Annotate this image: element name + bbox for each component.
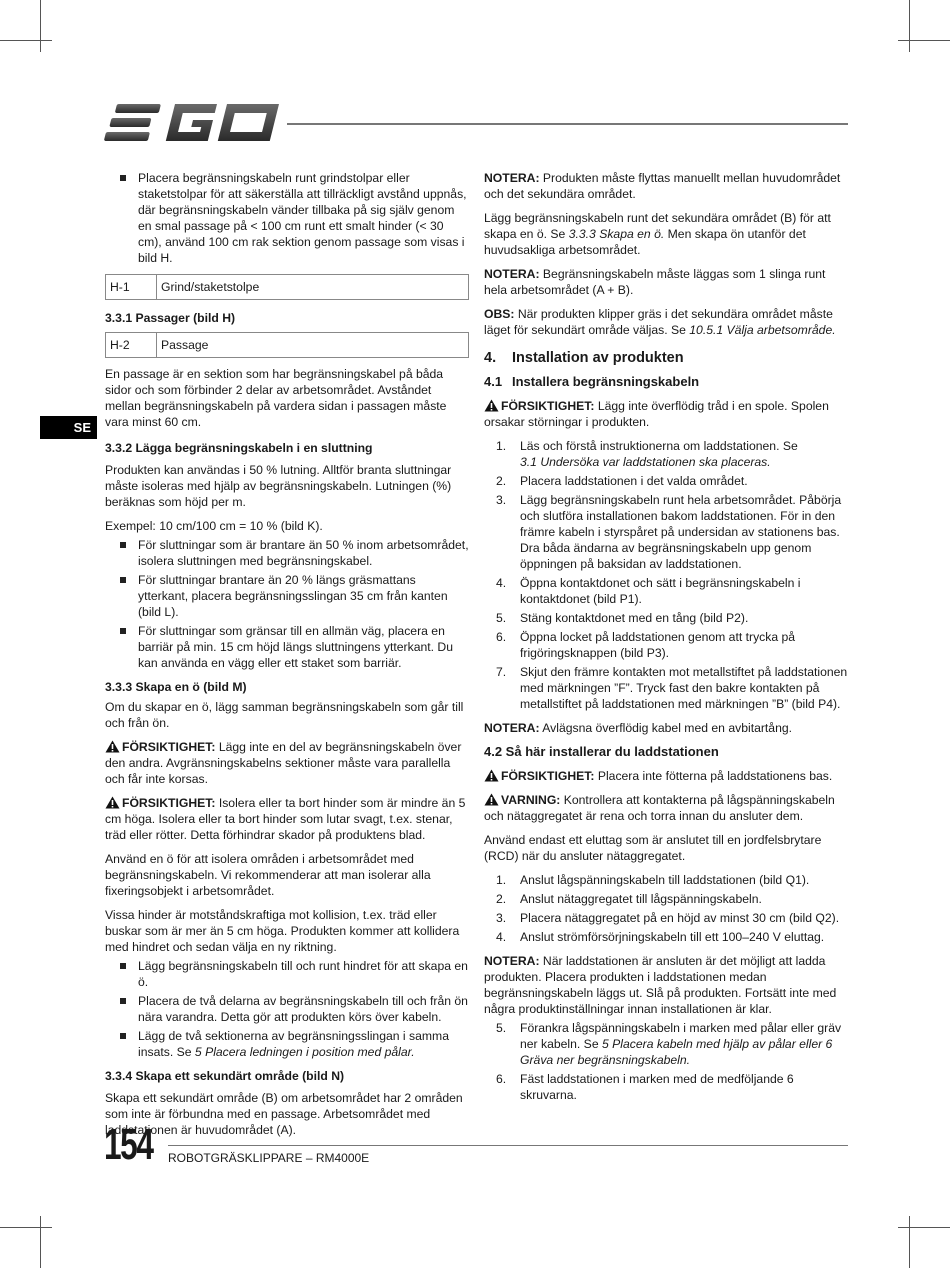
note [484, 953, 848, 1017]
warning-icon [484, 399, 499, 412]
step-number: 2. [496, 892, 507, 906]
warning-icon [105, 796, 120, 809]
caution-text: Isolera eller ta bort hinder som är mindre än 5 cm höga. Isolera eller ta bort hinder som lutar svagt, t.ex. stenar, träd eller rötter. Detta förhindrar skador på produktens blad. [105, 796, 466, 842]
step-number: 5. [496, 1021, 507, 1035]
section-heading: 4.2 Så här installerar du laddstationen [484, 744, 719, 759]
list-item: För sluttningar som gränsar till en allmän väg, placera en barriär på min. 15 cm höjd längs sluttningens ytterkant. Du kan använda en vägg eller ett staket som barriär. [105, 623, 469, 671]
legend-table [105, 274, 469, 300]
paragraph: Skapa ett sekundärt område (B) om arbetsområdet har 2 områden som inte är förbundna med en passage. Arbetsområdet med laddstationen är huvudområdet (A). [105, 1091, 463, 1137]
paragraph: Om du skapar en ö, lägg samman begränsningskabeln som går till och från ön. [105, 700, 464, 730]
list-item [484, 1020, 848, 1068]
step-text: Anslut nätaggregatet till lågspänningskabeln. [520, 892, 762, 906]
step-text: Placera nätaggregatet på en höjd av minst 30 cm (bild Q2). [520, 911, 840, 925]
caution-note [484, 768, 848, 784]
list-item [484, 929, 848, 945]
bullet-list [105, 958, 469, 1060]
ego-logo [104, 100, 279, 146]
paragraph [484, 210, 848, 258]
note [484, 170, 848, 202]
crop-mark [898, 1227, 950, 1228]
paragraph: Använd en ö för att isolera områden i arbetsområdet med begränsningskabeln. Vi rekommenderar att man isolerar alla fixeringsobjekt i arbetsområdet. [105, 852, 431, 898]
step-text: Öppna kontaktdonet och sätt i begränsningskabeln i kontaktdonet (bild P1). [520, 576, 801, 606]
warning-icon [105, 740, 120, 753]
legend-key: H-2 [106, 333, 157, 358]
crop-mark [909, 0, 910, 52]
caution-label: FÖRSIKTIGHET: [122, 796, 216, 810]
note-label: NOTERA: [484, 721, 540, 735]
cross-reference: 5 Placera ledningen i position med pålar. [194, 1045, 415, 1059]
note-label: NOTERA: [484, 954, 540, 968]
list-item [484, 629, 848, 661]
legend-value: Passage [157, 333, 469, 358]
warning-note [484, 792, 848, 824]
caution-text: Placera inte fötterna på laddstationens bas. [594, 769, 833, 783]
cross-reference: 5 Placera kabeln med hjälp av pålar eller 6 Gräva ner begränsningskabeln. [520, 1037, 833, 1067]
list-item [484, 872, 848, 888]
warning-icon [484, 769, 499, 782]
caution-note [105, 739, 469, 787]
crop-mark [40, 1216, 41, 1268]
list-item-text: Lägg de två sektionerna av begränsningsslingan i samma insats. Se [138, 1029, 449, 1059]
step-text: Anslut strömförsörjningskabeln till ett 100–240 V eluttag. [520, 930, 825, 944]
language-tab: SE [40, 416, 97, 439]
note-label: OBS: [484, 307, 515, 321]
numbered-list [484, 872, 848, 945]
step-number: 3. [496, 911, 507, 925]
step-text: Öppna locket på laddstationen genom att trycka på frigöringsknappen (bild P3). [520, 630, 796, 660]
paragraph: Exempel: 10 cm/100 cm = 10 % (bild K). [105, 519, 323, 533]
warning-text: Kontrollera att kontakterna på lågspänningskabeln och nätaggregatet är rena och torra innan du ansluter dem. [484, 793, 835, 823]
step-text: Skjut den främre kontakten mot metallstiftet på laddstationen med märkningen ”F”. Tryck fast den bakre kontakten på metallstiftet på laddstationen med märkningen ”B” (bild P4). [520, 665, 848, 711]
crop-mark [0, 40, 52, 41]
section-heading: 3.3.1 Passager (bild H) [105, 311, 236, 325]
step-text: Lägg begränsningskabeln runt hela arbetsområdet. Påbörja och slutföra installationen bakom laddstationen. För in den främre kabeln i styrspåret på undersidan av stationens bas. Dra båda ändarna av begränsningskabeln upp genom öppningen på baksidan av laddstationen. [520, 493, 842, 571]
note-text: Avlägsna överflödig kabel med en avbitartång. [539, 721, 793, 735]
cross-reference: 3.3.3 Skapa en ö. [568, 227, 665, 241]
paragraph: Använd endast ett eluttag som är anslutet till en jordfelsbrytare (RCD) när du ansluter nätaggregatet. [484, 833, 822, 863]
section-heading: 3.3.3 Skapa en ö (bild M) [105, 680, 247, 694]
step-number: 2. [496, 474, 507, 488]
paragraph: Vissa hinder är motståndskraftiga mot kollision, t.ex. träd eller buskar som är mer än 5 cm höga. Produkten kommer att kollidera med hindret och sedan välja en ny riktning. [105, 908, 460, 954]
list-item [484, 891, 848, 907]
list-item [105, 1028, 469, 1060]
list-item [484, 473, 848, 489]
step-text: Anslut lågspänningskabeln till laddstationen (bild Q1). [520, 873, 810, 887]
step-number: 1. [496, 439, 507, 453]
paragraph-text: Men skapa ön utanför det huvudsakliga arbetsområdet. [484, 227, 806, 257]
section-heading: 3.3.2 Lägga begränsningskabeln i en sluttning [105, 441, 373, 455]
step-number: 3. [496, 493, 507, 507]
section-heading: 3.3.4 Skapa ett sekundärt område (bild N) [105, 1069, 345, 1083]
numbered-list [484, 438, 848, 712]
note-text: När produkten klipper gräs i det sekundära området måste läget för sekundärt område väljas. Se [484, 307, 833, 337]
caution-note [105, 795, 469, 843]
caution-label: FÖRSIKTIGHET: [122, 740, 216, 754]
paragraph: En passage är en sektion som har begränsningskabel på båda sidor och som förbinder 2 delar av arbetsområdet. Avståndet mellan begränsningskabeln på vardera sidan i passagen måste vara minst 60 cm. [105, 367, 447, 429]
list-item: Lägg begränsningskabeln till och runt hindret för att skapa en ö. [105, 958, 469, 990]
numbered-list [484, 1020, 848, 1103]
legend-value: Grind/staketstolpe [157, 275, 469, 300]
list-item [484, 492, 848, 572]
list-item [484, 910, 848, 926]
step-number: 4. [496, 576, 507, 590]
page-number: 154 [104, 1120, 153, 1169]
section-title: Installera begränsningskabeln [512, 374, 700, 389]
header-rule [287, 123, 848, 125]
footer-title: ROBOTGRÄSKLIPPARE – RM4000E [168, 1151, 370, 1165]
step-number: 6. [496, 630, 507, 644]
note-text: När laddstationen är ansluten är det möjligt att ladda produkten. Placera produkten i laddstationen medan begränsningskabeln läggs ut. Slå på produkten. Fortsätt inte med några produktinställningar innan installationen är klar. [484, 954, 837, 1016]
step-text: Förankra lågspänningskabeln i marken med pålar eller gräv ner kabeln. Se [520, 1021, 842, 1051]
step-number: 7. [496, 665, 507, 679]
step-number: 1. [496, 873, 507, 887]
caution-label: FÖRSIKTIGHET: [501, 769, 595, 783]
caution-note [484, 398, 848, 430]
note-text: Produkten måste flyttas manuellt mellan huvudområdet och det sekundära området. [484, 171, 841, 201]
step-text: Läs och förstå instruktionerna om laddstationen. Se [520, 439, 798, 453]
step-number: 4. [496, 930, 507, 944]
warning-label: VARNING: [501, 793, 561, 807]
list-item [484, 664, 848, 712]
note-label: NOTERA: [484, 267, 540, 281]
cross-reference: 3.1 Undersöka var laddstationen ska placeras. [520, 455, 771, 469]
step-number: 6. [496, 1072, 507, 1086]
caution-text: Lägg inte en del av begränsningskabeln över den andra. Avgränsningskabelns sektioner måste vara parallella och får inte korsas. [105, 740, 462, 786]
legend-key: H-1 [106, 275, 157, 300]
step-text: Placera laddstationen i det valda området. [520, 474, 748, 488]
bullet-list [105, 537, 469, 671]
caution-label: FÖRSIKTIGHET: [501, 399, 595, 413]
chapter-title: Installation av produkten [512, 350, 684, 366]
bullet-list [105, 170, 469, 266]
step-number: 5. [496, 611, 507, 625]
left-column [105, 170, 469, 1146]
list-item [484, 575, 848, 607]
section-number: 4.1 [484, 374, 503, 389]
warning-icon [484, 793, 499, 806]
crop-mark [898, 40, 950, 41]
legend-table [105, 332, 469, 358]
note-text: Begränsningskabeln måste läggas som 1 slinga runt hela arbetsområdet (A + B). [484, 267, 826, 297]
section-heading [484, 374, 848, 390]
note [484, 306, 848, 338]
crop-mark [909, 1216, 910, 1268]
paragraph-text: Lägg begränsningskabeln runt det sekundära området (B) för att skapa en ö. Se [484, 211, 831, 241]
crop-mark [0, 1227, 52, 1228]
list-item: Placera begränsningskabeln runt grindstolpar eller staketstolpar för att säkerställa att tillräckligt avstånd uppnås, där begränsningskabeln vänder tillbaka på sig själv genom en smal passage på < 100 cm runt ett smalt hinder (< 30 cm), använd 100 cm rak sektion genom passage som visas i bild H. [105, 170, 469, 266]
list-item: För sluttningar som är brantare än 50 % inom arbetsområdet, isolera sluttningen med begränsningskabel. [105, 537, 469, 569]
paragraph: Produkten kan användas i 50 % lutning. Alltför branta sluttningar måste isoleras med hjälp av begränsningskabeln. Lutningen (%) beräknas som höjd per m. [105, 463, 452, 509]
right-column [484, 170, 848, 1111]
step-text: Fäst laddstationen i marken med de medföljande 6 skruvarna. [520, 1072, 794, 1102]
crop-mark [40, 0, 41, 52]
cross-reference: 10.5.1 Välja arbetsområde. [689, 323, 836, 337]
footer-rule [168, 1145, 848, 1146]
chapter-number: 4. [484, 350, 497, 366]
list-item: För sluttningar brantare än 20 % längs gräsmattans ytterkant, placera begränsningsslingan 35 cm från kanten (bild L). [105, 572, 469, 620]
step-text: Stäng kontaktdonet med en tång (bild P2). [520, 611, 749, 625]
list-item: Placera de två delarna av begränsningskabeln till och från ön nära varandra. Detta gör att produkten körs över kabeln. [105, 993, 469, 1025]
note [484, 720, 848, 736]
caution-text: Lägg inte överflödig tråd i en spole. Spolen orsakar störningar i produkten. [484, 399, 829, 429]
chapter-heading [484, 350, 848, 366]
list-item [484, 1071, 848, 1103]
note [484, 266, 848, 298]
list-item [484, 610, 848, 626]
list-item [484, 438, 848, 470]
note-label: NOTERA: [484, 171, 540, 185]
